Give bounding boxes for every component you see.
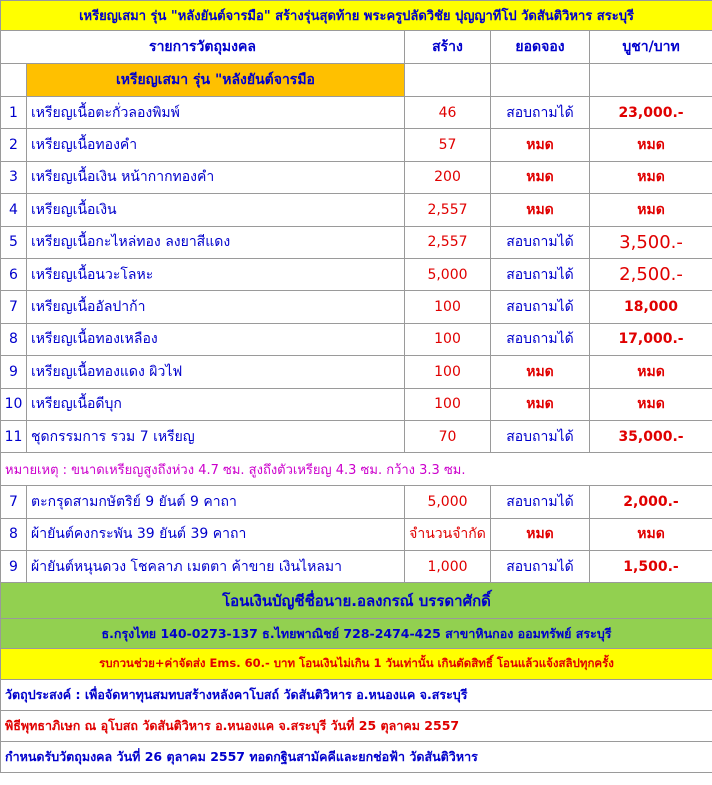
item-qty: 57 — [405, 129, 491, 161]
item-status: สอบถามได้ — [491, 486, 590, 518]
item-qty: 100 — [405, 291, 491, 323]
ceremony-row — [1, 711, 712, 742]
item-qty: 2,557 — [405, 194, 491, 226]
item-name: เหรียญเนื้อทองแดง ผิวไฟ — [27, 356, 405, 388]
item-qty: 70 — [405, 420, 491, 452]
subtitle: เหรียญเสมา รุ่น "หลังยันต์จารมือ — [27, 64, 405, 97]
bank-account-name: โอนเงินบัญชีชื่อนาย.อลงกรณ์ บรรดาศักดิ์ — [1, 583, 712, 619]
table-row — [1, 518, 712, 550]
item-qty: 100 — [405, 323, 491, 355]
table-row — [1, 323, 712, 355]
item-name: ผ้ายันต์คงกระพัน 39 ยันต์ 39 คาถา — [27, 518, 405, 550]
item-number: 10 — [1, 388, 27, 420]
header-row — [1, 31, 712, 64]
shipping-row — [1, 649, 712, 680]
ceremony-line: พิธีพุทธาภิเษก ณ อุโบสถ วัดสันติวิหาร อ.หนองแค จ.สระบุรี วันที่ 25 ตุลาคม 2557 — [1, 711, 712, 742]
item-status: สอบถามได้ — [491, 420, 590, 452]
purpose-row — [1, 680, 712, 711]
item-qty: 5,000 — [405, 486, 491, 518]
header-price: บูชา/บาท — [590, 31, 712, 64]
item-qty: 100 — [405, 388, 491, 420]
item-qty: 100 — [405, 356, 491, 388]
item-price: หมด — [590, 518, 712, 550]
item-status: สอบถามได้ — [491, 226, 590, 258]
pickup-line: กำหนดรับวัตถุมงคล วันที่ 26 ตุลาคม 2557 ทอดกฐินสามัคคีและยกช่อฟ้า วัดสันติวิหาร — [1, 742, 712, 773]
item-price: หมด — [590, 388, 712, 420]
item-price: หมด — [590, 356, 712, 388]
item-number: 4 — [1, 194, 27, 226]
item-name: เหรียญเนื้อนวะโลหะ — [27, 258, 405, 290]
table-row — [1, 356, 712, 388]
item-name: เหรียญเนื้อตะกั่วลองพิมพ์ — [27, 97, 405, 129]
item-name: ผ้ายันต์หนุนดวง โชคลาภ เมตตา ค้าขาย เงินไหลมา — [27, 551, 405, 583]
item-number: 5 — [1, 226, 27, 258]
header-qty: สร้าง — [405, 31, 491, 64]
item-status: หมด — [491, 518, 590, 550]
item-number: 1 — [1, 97, 27, 129]
item-number: 2 — [1, 129, 27, 161]
item-price: 18,000 — [590, 291, 712, 323]
purpose-line: วัตถุประสงค์ : เพื่อจัดหาทุนสมทบสร้างหลังคาโบสถ์ วัดสันติวิหาร อ.หนองแค จ.สระบุรี — [1, 680, 712, 711]
pickup-row — [1, 742, 712, 773]
header-status: ยอดจอง — [491, 31, 590, 64]
table-row — [1, 226, 712, 258]
item-name: เหรียญเนื้อกะไหล่ทอง ลงยาสีแดง — [27, 226, 405, 258]
bank-detail-row — [1, 619, 712, 649]
table-row — [1, 194, 712, 226]
table-row — [1, 420, 712, 452]
item-price: 2,000.- — [590, 486, 712, 518]
bank-account-detail: ธ.กรุงไทย 140-0273-137 ธ.ไทยพาณิชย์ 728-2474-425 สาขาหินกอง ออมทรัพย์ สระบุรี — [1, 619, 712, 649]
item-price: 23,000.- — [590, 97, 712, 129]
item-status: สอบถามได้ — [491, 291, 590, 323]
item-price: หมด — [590, 194, 712, 226]
table-row — [1, 486, 712, 518]
item-qty: 1,000 — [405, 551, 491, 583]
item-name: เหรียญเนื้อดีบุก — [27, 388, 405, 420]
table-row — [1, 129, 712, 161]
table-row — [1, 161, 712, 193]
item-price: 35,000.- — [590, 420, 712, 452]
item-qty: 200 — [405, 161, 491, 193]
item-number: 11 — [1, 420, 27, 452]
note-row — [1, 453, 712, 486]
item-number: 8 — [1, 323, 27, 355]
item-number: 7 — [1, 486, 27, 518]
item-status: หมด — [491, 194, 590, 226]
item-price: 3,500.- — [590, 226, 712, 258]
shipping-note: รบกวนช่วย+ค่าจัดส่ง Ems. 60.- บาท โอนเงินไม่เกิน 1 วันเท่านั้น เกินตัดสิทธิ์ โอนแล้วแจ้งสลิปทุกครั้ง — [1, 649, 712, 680]
item-name: เหรียญเนื้อเงิน หน้ากากทองคำ — [27, 161, 405, 193]
table-row — [1, 388, 712, 420]
item-name: ตะกรุดสามกษัตริย์ 9 ยันต์ 9 คาถา — [27, 486, 405, 518]
item-number: 8 — [1, 518, 27, 550]
item-qty: จำนวนจำกัด — [405, 518, 491, 550]
table-row — [1, 291, 712, 323]
item-qty: 46 — [405, 97, 491, 129]
item-name: ชุดกรรมการ รวม 7 เหรียญ — [27, 420, 405, 452]
item-number: 3 — [1, 161, 27, 193]
item-number: 7 — [1, 291, 27, 323]
item-status: หมด — [491, 161, 590, 193]
item-number: 9 — [1, 551, 27, 583]
item-qty: 5,000 — [405, 258, 491, 290]
bank-title-row — [1, 583, 712, 619]
table-row — [1, 258, 712, 290]
subtitle-row — [1, 64, 712, 97]
table-row — [1, 551, 712, 583]
item-price: 1,500.- — [590, 551, 712, 583]
item-price: หมด — [590, 161, 712, 193]
header-item: รายการวัตถุมงคล — [1, 31, 405, 64]
title-row — [1, 1, 712, 31]
item-status: หมด — [491, 129, 590, 161]
item-status: สอบถามได้ — [491, 97, 590, 129]
item-name: เหรียญเนื้อเงิน — [27, 194, 405, 226]
item-status: สอบถามได้ — [491, 258, 590, 290]
item-price: หมด — [590, 129, 712, 161]
item-name: เหรียญเนื้ออัลปาก้า — [27, 291, 405, 323]
item-name: เหรียญเนื้อทองคำ — [27, 129, 405, 161]
item-price: 17,000.- — [590, 323, 712, 355]
item-name: เหรียญเนื้อทองเหลือง — [27, 323, 405, 355]
item-qty: 2,557 — [405, 226, 491, 258]
page-title: เหรียญเสมา รุ่น "หลังยันต์จารมือ" สร้างรุ่นสุดท้าย พระครูปลัดวิชัย ปุญญาทีโป วัดสันติวิหาร สระบุรี — [1, 1, 712, 31]
table-row — [1, 97, 712, 129]
item-status: หมด — [491, 388, 590, 420]
item-status: สอบถามได้ — [491, 323, 590, 355]
size-note: หมายเหตุ : ขนาดเหรียญสูงถึงห่วง 4.7 ซม. สูงถึงตัวเหรียญ 4.3 ซม. กว้าง 3.3 ซม. — [1, 453, 712, 486]
item-number: 9 — [1, 356, 27, 388]
item-status: สอบถามได้ — [491, 551, 590, 583]
item-number: 6 — [1, 258, 27, 290]
item-status: หมด — [491, 356, 590, 388]
item-price: 2,500.- — [590, 258, 712, 290]
